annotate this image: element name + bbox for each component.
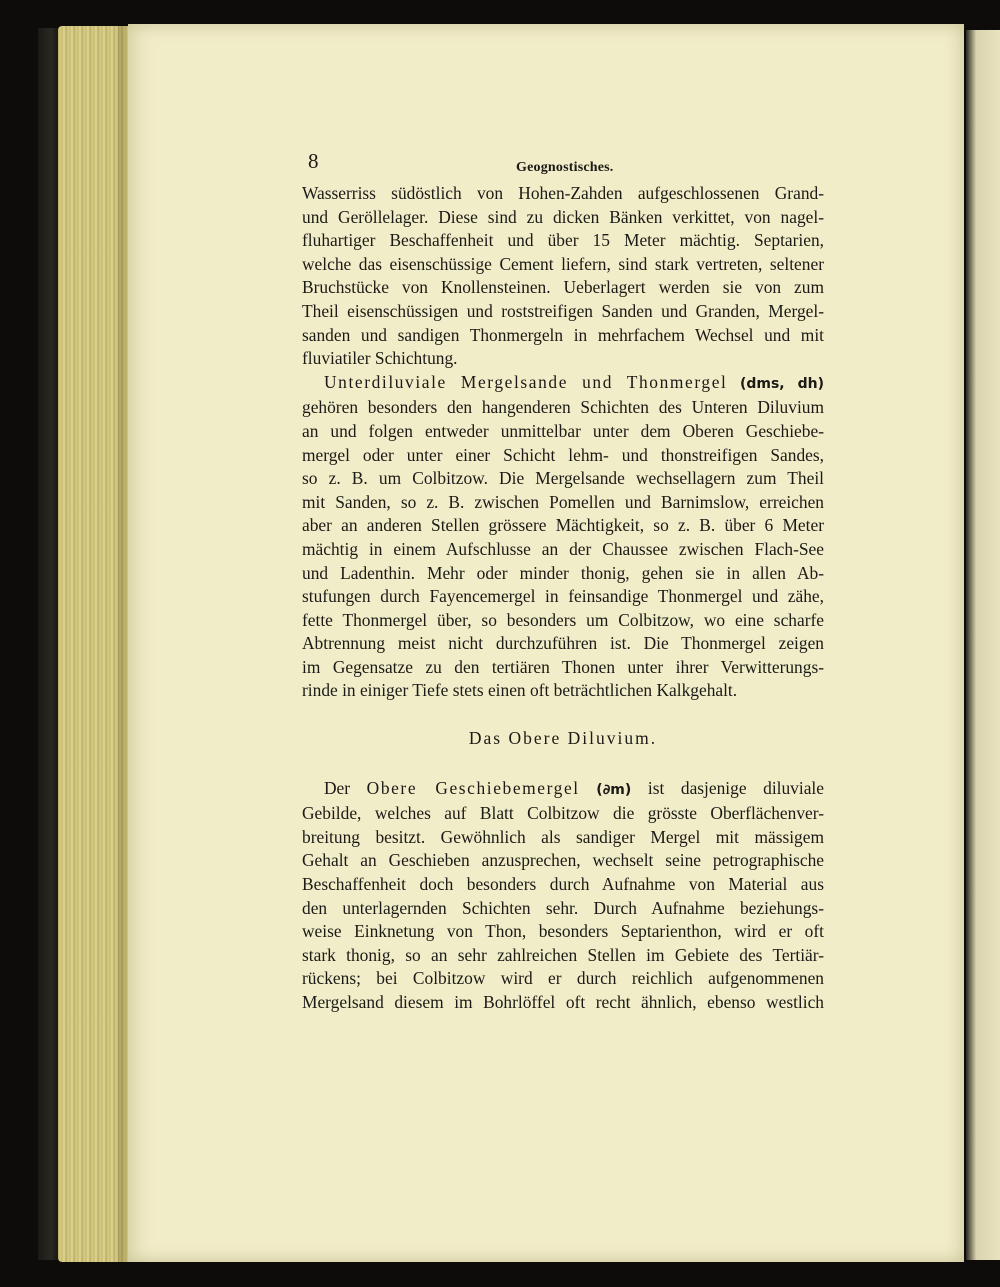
text-line: mit Sanden, so z. B. zwischen Pomellen und Barnimslow, erreichen xyxy=(302,491,824,512)
page-number: 8 xyxy=(308,149,319,173)
running-head: Geognostisches. xyxy=(516,160,614,175)
text-line: weise Einknetung von Thon, besonders Septarienthon, wird er oft xyxy=(302,921,824,942)
text-line: fette Thonmergel über, so besonders um Colbitzow, wo eine scharfe xyxy=(302,609,824,630)
text-line: aber an anderen Stellen grössere Mächtigkeit, so z. B. über 6 Meter xyxy=(302,515,824,536)
text-line: welche das eisenschüssige Cement liefern, sind stark vertreten, seltener xyxy=(302,253,824,274)
text-line: Bruchstücke von Knollensteinen. Ueberlagert werden sie von zum xyxy=(302,277,824,298)
text-line: so z. B. um Colbitzow. Die Mergelsande wechsellagern zum Theil xyxy=(302,468,824,489)
text-line: Theil eisenschüssigen und roststreifigen Sanden und Granden, Mergel- xyxy=(302,300,824,321)
text-line: Gebilde, welches auf Blatt Colbitzow die grösste Oberflächenver- xyxy=(302,803,824,824)
text-line: Beschaffenheit doch besonders durch Aufnahme von Material aus xyxy=(302,874,824,895)
formation-symbol: (∂m) xyxy=(596,781,632,798)
text-line: und Ladenthin. Mehr oder minder thonig, gehen sie in allen Ab- xyxy=(302,562,824,583)
paragraph-lead-line xyxy=(302,371,824,397)
text-line: im Gegensatze zu den tertiären Thonen unter ihrer Verwitterungs- xyxy=(302,656,824,677)
lead-term: Unterdiluviale Mergelsande und Thonmergel xyxy=(324,371,728,392)
book-cover-edge xyxy=(38,28,60,1260)
text-line: mergel oder unter einer Schicht lehm- und thonstreifigen Sandes, xyxy=(302,444,824,465)
facing-page-edge xyxy=(966,30,1000,1260)
lead-term: Obere Geschiebemergel xyxy=(366,777,580,798)
text-line: und Geröllelager. Diese sind zu dicken Bänken verkittet, von nagel- xyxy=(302,206,824,227)
paragraph-2 xyxy=(302,371,824,703)
text-line: Gehalt an Geschieben anzusprechen, wechselt seine petrographische xyxy=(302,850,824,871)
paragraph-1 xyxy=(302,182,824,371)
text-line: Wasserriss südöstlich von Hohen-Zahden aufgeschlossenen Grand- xyxy=(302,183,824,203)
text-line: fluhartiger Beschaffenheit und über 15 Meter mächtig. Septarien, xyxy=(302,230,824,251)
paragraph-lead-line xyxy=(302,777,824,803)
text-line: rückens; bei Colbitzow wird er durch reichlich aufgenommenen xyxy=(302,968,824,989)
text-line: rinde in einiger Tiefe stets einen oft beträchtlichen Kalkgehalt. xyxy=(302,680,738,701)
formation-symbol: (dms, dh) xyxy=(739,375,824,392)
paragraph-3 xyxy=(302,777,824,1015)
text-line: stufungen durch Fayencemergel in feinsandige Thonmergel und zähe, xyxy=(302,586,824,607)
text-line: mächtig in einem Aufschlusse an der Chaussee zwischen Flach-See xyxy=(302,538,824,559)
text-line: an und folgen entweder unmittelbar unter dem Oberen Geschiebe- xyxy=(302,420,824,441)
text-line: Abtrennung meist nicht durchzuführen ist. Die Thonmergel zeigen xyxy=(302,633,824,654)
text-line: den unterlagernden Schichten sehr. Durch Aufnahme beziehungs- xyxy=(302,897,824,918)
text-line: fluviatiler Schichtung. xyxy=(302,348,458,369)
lead-prefix: Der xyxy=(324,777,351,798)
lead-rest: ist dasjenige diluviale xyxy=(647,777,824,798)
text-line: breitung besitzt. Gewöhnlich als sandiger Mergel mit mässigem xyxy=(302,826,824,847)
text-line: Mergelsand diesem im Bohrlöffel oft recht ähnlich, ebenso westlich xyxy=(302,992,824,1012)
text-line: sanden und sandigen Thonmergeln in mehrfachem Wechsel und mit xyxy=(302,324,824,345)
page-content xyxy=(302,149,824,1015)
section-heading: Das Obere Diluvium. xyxy=(468,728,658,749)
page-header xyxy=(302,149,824,178)
text-line: gehören besonders den hangenderen Schichten des Unteren Diluvium xyxy=(302,397,824,418)
text-line: stark thonig, so an sehr zahlreichen Stellen im Gebiete des Tertiär- xyxy=(302,944,824,965)
